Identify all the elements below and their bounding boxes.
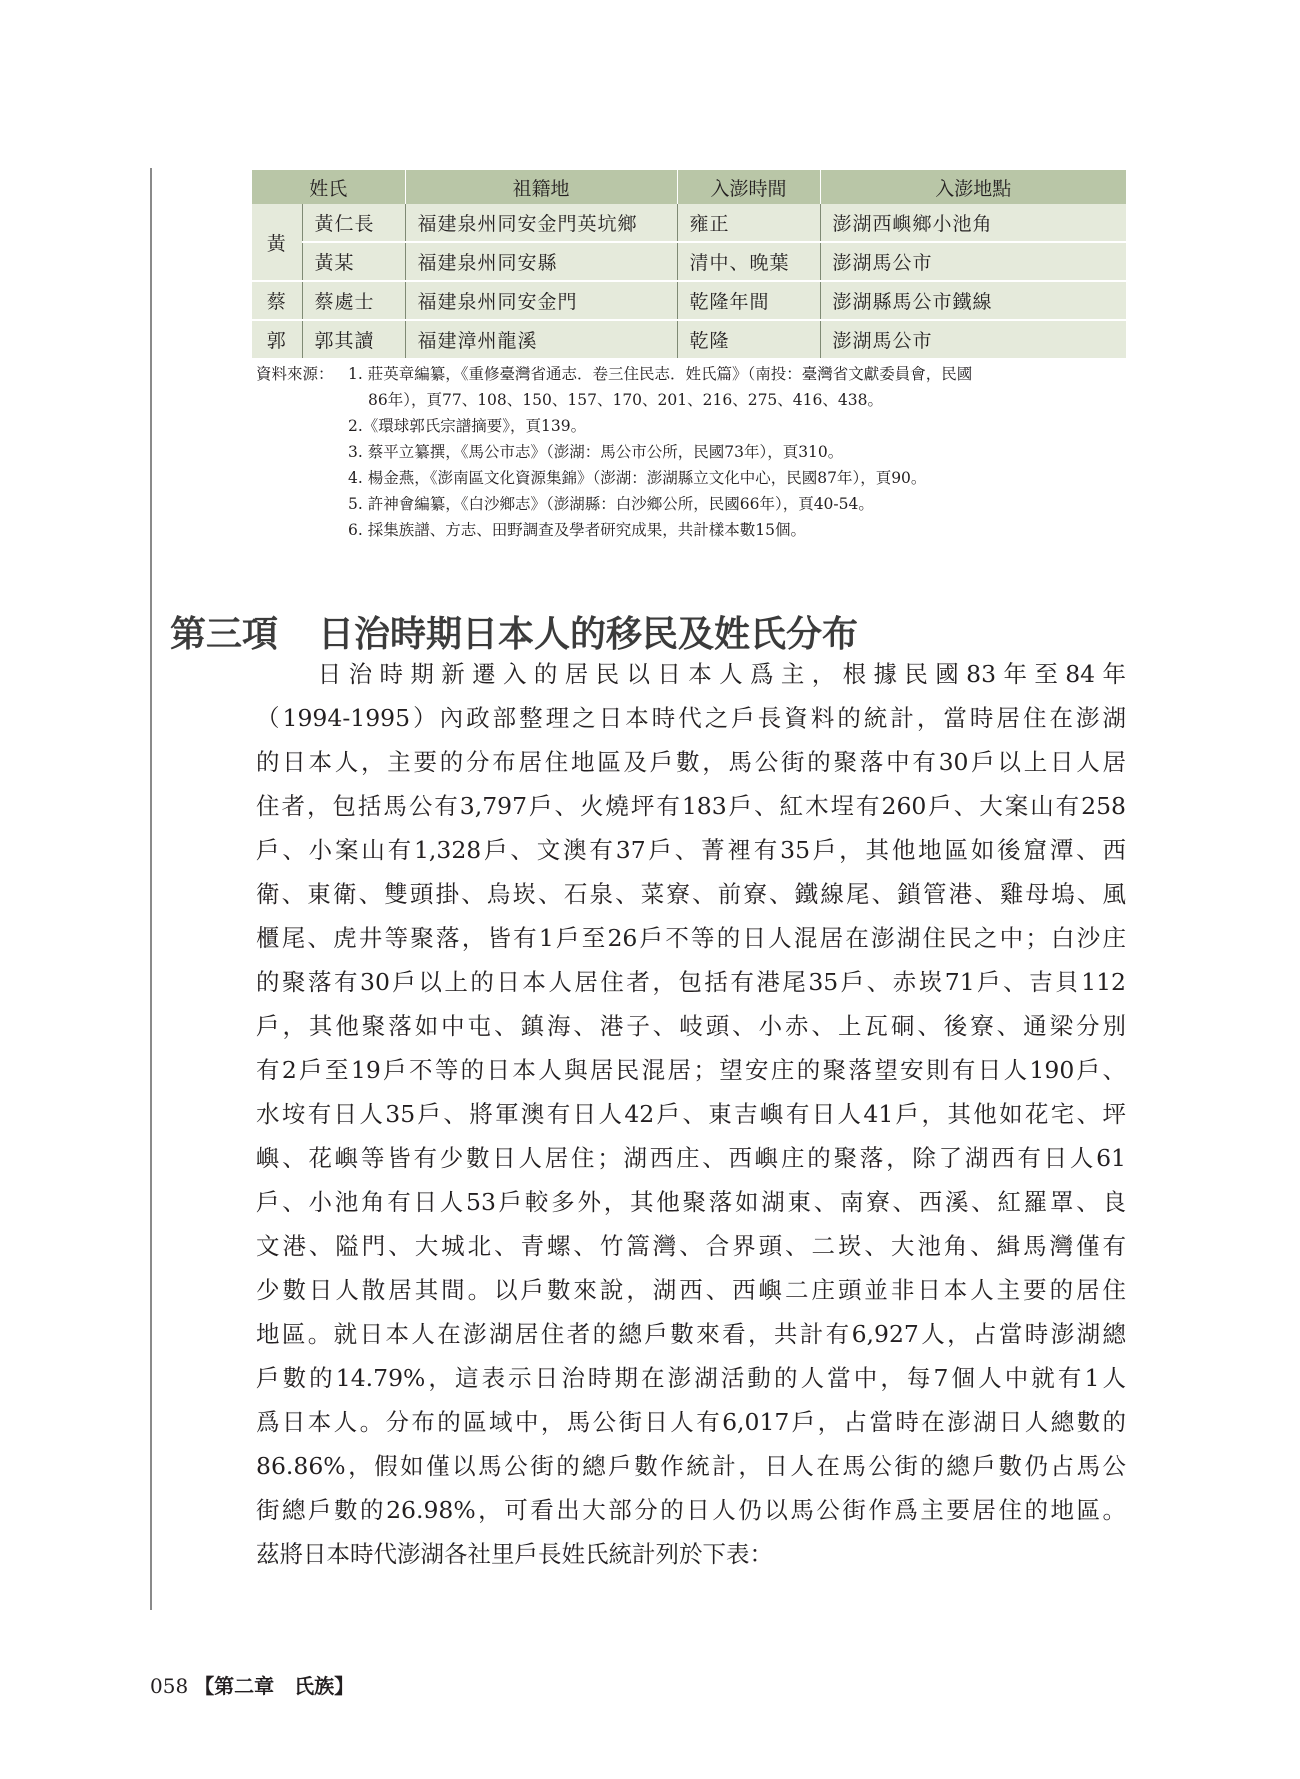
paragraph-line: 嶼、花嶼等皆有少數日人居住；湖西庄、西嶼庄的聚落，除了湖西有日人61 (256, 1144, 1126, 1172)
paragraph-line: 戶、小池角有日人53戶較多外，其他聚落如湖東、南寮、西溪、紅羅罩、良 (256, 1188, 1126, 1216)
table-row (252, 320, 1126, 359)
section-number: 第三項 (170, 614, 279, 655)
header-surname: 姓氏 (252, 170, 405, 204)
surname-cell: 蔡 (252, 281, 302, 320)
paragraph-line: 地區。就日本人在澎湖居住者的總戶數來看，共計有6,927人，占當時澎湖總 (256, 1320, 1126, 1348)
paragraph-line: 少數日人散居其間。以戶數來說，湖西、西嶼二庄頭並非日本人主要的居住 (256, 1276, 1126, 1304)
page-footer (150, 1670, 354, 1699)
table-row (252, 204, 1126, 242)
source-item: 1. 莊英章編纂，《重修臺灣省通志．卷三住民志．姓氏篇》（南投：臺灣省文獻委員會，民國 (348, 365, 973, 383)
origin-cell: 福建漳州龍溪 (405, 320, 677, 359)
time-cell: 乾隆年間 (677, 281, 820, 320)
paragraph-line: 水垵有日人35戶、將軍澳有日人42戶、東吉嶼有日人41戶，其他如花宅、坪 (256, 1100, 1126, 1128)
paragraph-line: 爲日本人。分布的區域中，馬公街日人有6,017戶，占當時在澎湖日人總數的 (256, 1408, 1126, 1436)
table-row (252, 242, 1126, 281)
name-cell: 蔡處士 (302, 281, 405, 320)
table-sources-note (256, 361, 1136, 543)
chapter-label: 【第二章 氏族】 (194, 1674, 355, 1698)
time-cell: 乾隆 (677, 320, 820, 359)
section-title-text: 日治時期日本人的移民及姓氏分布 (318, 614, 859, 655)
place-cell: 澎湖西嶼鄉小池角 (820, 204, 1126, 242)
paragraph-line: 戶，其他聚落如中屯、鎮海、港子、岐頭、小赤、上瓦硐、後寮、通梁分別 (256, 1012, 1126, 1040)
time-cell: 雍正 (677, 204, 820, 242)
paragraph-line: 戶數的14.79%，這表示日治時期在澎湖活動的人當中，每7個人中就有1人 (256, 1364, 1126, 1392)
place-cell: 澎湖馬公市 (820, 242, 1126, 281)
left-margin-rule (150, 168, 152, 1610)
paragraph-line: 戶、小案山有1,328戶、文澳有37戶、菁裡有35戶，其他地區如後窟潭、西 (256, 836, 1126, 864)
paragraph-line: 衛、東衛、雙頭掛、烏崁、石泉、菜寮、前寮、鐵線尾、鎖管港、雞母塢、風 (256, 880, 1126, 908)
paragraph-line: 櫃尾、虎井等聚落，皆有1戶至26戶不等的日人混居在澎湖住民之中；白沙庄 (256, 924, 1126, 952)
paragraph-line: 文港、隘門、大城北、青螺、竹篙灣、合界頭、二崁、大池角、緝馬灣僅有 (256, 1232, 1126, 1260)
paragraph-line: 日治時期新遷入的居民以日本人爲主，根據民國83年至84年 (256, 660, 1126, 688)
paragraph-line: 有2戶至19戶不等的日本人與居民混居；望安庄的聚落望安則有日人190戶、 (256, 1056, 1126, 1084)
name-cell: 黃仁長 (302, 204, 405, 242)
paragraph-line: 的聚落有30戶以上的日本人居住者，包括有港尾35戶、赤崁71戶、吉貝112 (256, 968, 1126, 996)
paragraph-line: 住者，包括馬公有3,797戶、火燒坪有183戶、紅木埕有260戶、大案山有258 (256, 792, 1126, 820)
source-item: 6. 採集族譜、方志、田野調查及學者研究成果，共計樣本數15個。 (348, 521, 806, 539)
source-item: 86年），頁77、108、150、157、170、201、216、275、416、438。 (368, 391, 883, 409)
header-arrival-time: 入澎時間 (677, 170, 820, 204)
header-origin: 祖籍地 (405, 170, 677, 204)
source-item: 2.《環球郭氏宗譜摘要》，頁139。 (348, 417, 587, 435)
surname-cell: 黃 (252, 204, 302, 281)
source-item: 5. 許神會編纂，《白沙鄉志》（澎湖縣：白沙鄉公所，民國66年），頁40-54。 (348, 495, 874, 513)
sources-label: 資料來源： (256, 365, 334, 383)
source-item: 4. 楊金燕，《澎南區文化資源集錦》（澎湖：澎湖縣立文化中心，民國87年），頁90。 (348, 469, 927, 487)
table-row (252, 281, 1126, 320)
source-item: 3. 蔡平立纂撰，《馬公市志》（澎湖：馬公市公所，民國73年），頁310。 (348, 443, 844, 461)
time-cell: 清中、晚葉 (677, 242, 820, 281)
origin-cell: 福建泉州同安縣 (405, 242, 677, 281)
header-arrival-place: 入澎地點 (820, 170, 1126, 204)
place-cell: 澎湖馬公市 (820, 320, 1126, 359)
table-header-row (252, 170, 1126, 204)
section-heading (170, 606, 858, 657)
surname-cell: 郭 (252, 320, 302, 359)
surname-origin-table (252, 170, 1126, 360)
paragraph-line: 的日本人，主要的分布居住地區及戶數，馬公街的聚落中有30戶以上日人居 (256, 748, 1126, 776)
paragraph-line: 茲將日本時代澎湖各社里戶長姓氏統計列於下表： (256, 1540, 773, 1568)
paragraph-line: （1994-1995）內政部整理之日本時代之戶長資料的統計，當時居住在澎湖 (256, 704, 1126, 732)
origin-cell: 福建泉州同安金門 (405, 281, 677, 320)
origin-cell: 福建泉州同安金門英坑鄉 (405, 204, 677, 242)
paragraph-line: 86.86%，假如僅以馬公街的總戶數作統計，日人在馬公街的總戶數仍占馬公 (256, 1452, 1126, 1480)
page-number: 058 (150, 1674, 189, 1698)
name-cell: 黃某 (302, 242, 405, 281)
body-paragraph (256, 652, 1126, 1576)
name-cell: 郭其讀 (302, 320, 405, 359)
paragraph-line: 街總戶數的26.98%，可看出大部分的日人仍以馬公街作爲主要居住的地區。 (256, 1496, 1126, 1524)
place-cell: 澎湖縣馬公市鐵線 (820, 281, 1126, 320)
